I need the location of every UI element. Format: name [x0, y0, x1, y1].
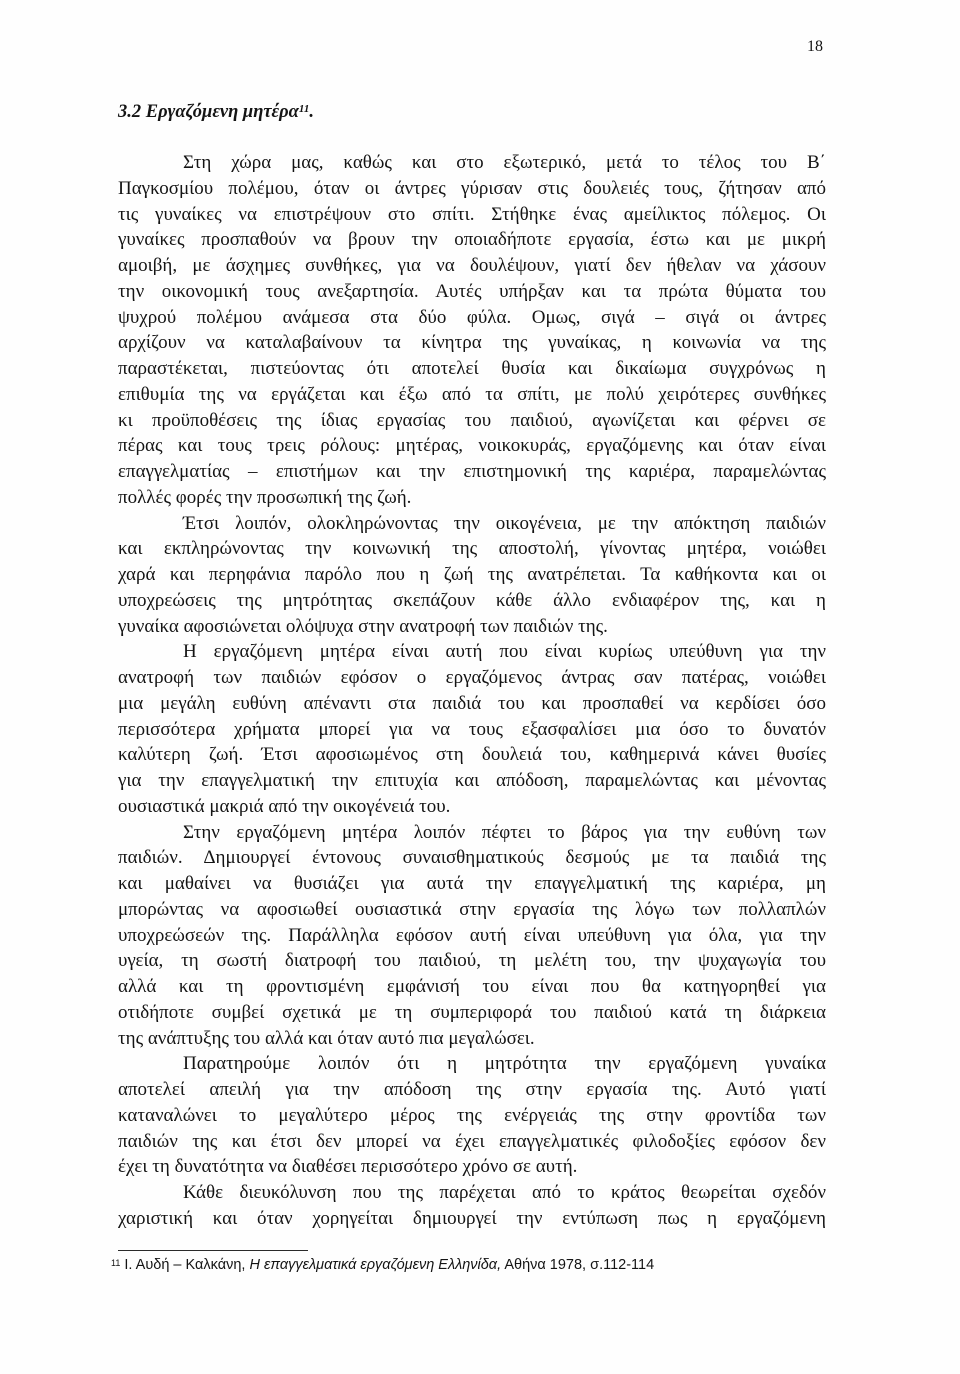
text-line: Κάθε διευκόλυνση που της παρέχεται από το κράτος θεωρείται σχεδόν	[183, 1182, 826, 1203]
text-line: Έτσι λοιπόν, ολοκληρώνοντας την οικογένεια, με την απόκτηση παιδιών	[183, 512, 826, 534]
paragraph-2	[118, 511, 826, 640]
footnote-separator	[118, 1250, 308, 1251]
text-line: υγεία, τη σωστή διατροφή του παιδιού, τη μελέτη του, την ψυχαγωγία του	[118, 950, 826, 972]
text-line: γυναίκα αφοσιώνεται ολόψυχα στην ανατροφή των παιδιών της.	[118, 615, 608, 637]
footnote-title: Η επαγγελματικά εργαζόμενη Ελληνίδα,	[249, 1257, 502, 1273]
text-line: μπορώντας να αφοσιωθεί ουσιαστικά στην εργασία της λόγω των πολλαπλών	[118, 898, 826, 920]
section-heading-text: 3.2 Εργαζόμενη μητέρα	[118, 102, 299, 122]
text-line: πέρας και τους τρεις ρόλους: μητέρας, νοικοκυράς, εργαζόμενης και όταν είναι	[118, 435, 826, 457]
page-number: 18	[807, 38, 823, 55]
text-line: τις γυναίκες να επιστρέψουν στο σπίτι. Στήθηκε ένας αμείλικτος πόλεμος. Οι	[118, 203, 826, 225]
text-line: ψυχρού πολέμου ανάμεσα στα δύο φύλα. Ομως, σιγά – σιγά οι άντρες	[118, 306, 826, 328]
footnote-publication: Αθήνα 1978, σ.112-114	[504, 1257, 655, 1273]
text-line: Η εργαζόμενη μητέρα είναι αυτή που είναι κυρίως υπεύθυνη για την	[183, 641, 826, 663]
text-line: επιθυμία της να εργάζεται και έξω από τα σπίτι, με πολύ χειρότερες συνθήκες	[118, 383, 826, 405]
text-line: αμοιβή, με άσχημες συνθήκες, για να δουλέψουν, γιατί δεν ήθελαν να χάσουν	[118, 255, 826, 276]
text-line: υποχρεώσεις της μητρότητας σκεπάζουν κάθε άλλο ενδιαφέρον της, και η	[118, 589, 826, 611]
text-line: για την επαγγελματική την επιτυχία και απόδοση, παραμελώντας και μένοντας	[118, 770, 826, 791]
text-line: ουσιαστικά μακριά από την οικογένειά του.	[118, 795, 451, 817]
text-line: της ανάπτυξης του αλλά και όταν αυτό πια μεγαλώσει.	[118, 1027, 535, 1049]
text-line: Παγκοσμίου πολέμου, όταν οι άντρες γύρισαν στις δουλειές τους, ζήτησαν από	[118, 177, 826, 199]
text-line: παιδιών. Δημιουργεί έντονους συναισθηματικούς δεσμούς με τα παιδιά της	[118, 847, 826, 869]
text-line: ανατροφή των παιδιών εφόσον ο εργαζόμενος άντρας σαν πατέρας, νοιώθει	[118, 667, 826, 688]
paragraph-4	[118, 820, 826, 1052]
body-text	[118, 150, 826, 1232]
text-line: έχει τη δυνατότητα να διαθέσει περισσότερο χρόνο σε αυτή.	[118, 1156, 578, 1178]
paragraph-5	[118, 1051, 826, 1180]
text-line: Παρατηρούμε λοιπόν ότι η μητρότητα την εργαζόμενη γυναίκα	[183, 1053, 826, 1075]
text-line: κι προϋποθέσεις της ίδιας εργασίας του παιδιού, αγωνίζεται και φέρνει σε	[118, 409, 826, 431]
text-line: παραστέκεται, πιστεύοντας ότι αποτελεί θυσία και δικαίωμα συγχρόνως η	[118, 358, 826, 379]
text-line: την οικονομική τους ανεξαρτησία. Αυτές υπήρξαν και τα πρώτα θύματα του	[118, 280, 826, 302]
text-line: και μαθαίνει να θυσιάζει για αυτά την επαγγελματική της καριέρα, μη	[118, 873, 826, 894]
text-line: καταναλώνει το μεγαλύτερο μέρος της ενέργειάς της στην φροντίδα των	[118, 1104, 826, 1126]
text-line: μια μεγάλη ευθύνη απέναντι στα παιδιά του και προσπαθεί να κερδίσει όσο	[118, 692, 826, 714]
text-line: οτιδήποτε συμβεί σχετικά με τη συμπεριφορά του παιδιού κατά τη διάρκεια	[118, 1001, 826, 1023]
text-line: επαγγελματίας – επιστήμων και την επιστημονική της καριέρα, παραμελώντας	[118, 461, 826, 482]
text-line: χαριστική και όταν χορηγείται δημιουργεί την εντύπωση πως η εργαζόμενη	[118, 1207, 826, 1229]
text-line: παιδιών της και έτσι δεν μπορεί να έχει επαγγελματικές φιλοδοξίες εφόσον δεν	[118, 1130, 826, 1152]
paragraph-6	[118, 1180, 826, 1232]
text-line: χαρά και περηφάνια παρόλο που η ζωή της ανατρέπεται. Τα καθήκοντα και οι	[118, 564, 826, 585]
text-line: περισσότερα χρήματα μπορεί για να τους εξασφαλίσει μια όσο το δυνατόν	[118, 718, 826, 740]
paragraph-1	[118, 150, 826, 511]
text-line: Στη χώρα μας, καθώς και στο εξωτερικό, μετά το τέλος του Β΄	[183, 152, 826, 173]
text-line: αποτελεί απειλή για την απόδοση της στην εργασία της. Αυτό γιατί	[118, 1079, 826, 1100]
text-line: υποχρεώσεών της. Παράλληλα εφόσον αυτή είναι υπεύθυνη για όλα, για την	[118, 924, 826, 946]
section-heading	[118, 100, 314, 124]
paragraph-3	[118, 639, 826, 819]
text-line: καλύτερη ζωή. Έτσι αφοσιωμένος στη δουλειά του, καθημερινά κάνει θυσίες	[118, 744, 826, 766]
text-line: αλλά και τη φροντισμένη εμφάνισή του είναι που θα κατηγορηθεί για	[118, 976, 826, 997]
text-line: και εκπληρώνοντας την κοινωνική της αποστολή, γίνοντας μητέρα, νοιώθει	[118, 538, 826, 560]
heading-punctuation: .	[309, 102, 314, 122]
footnote-marker: 11	[111, 1258, 121, 1268]
heading-footnote-reference: 11	[298, 103, 310, 115]
text-line: αρχίζουν να καταλαβαίνουν τα κίνητρα της γυναίκας, η κοινωνία να της	[118, 332, 826, 354]
text-line: γυναίκες προσπαθούν να βρουν την οποιαδήποτε εργασία, έστω και με μικρή	[118, 229, 826, 251]
text-line: Στην εργαζόμενη μητέρα λοιπόν πέφτει το βάρος για την ευθύνη των	[183, 821, 826, 843]
text-line: πολλές φορές την προσωπική της ζωή.	[118, 486, 412, 508]
footnote-author: Ι. Αυδή – Καλκάνη,	[124, 1257, 246, 1273]
footnote	[111, 1256, 654, 1274]
